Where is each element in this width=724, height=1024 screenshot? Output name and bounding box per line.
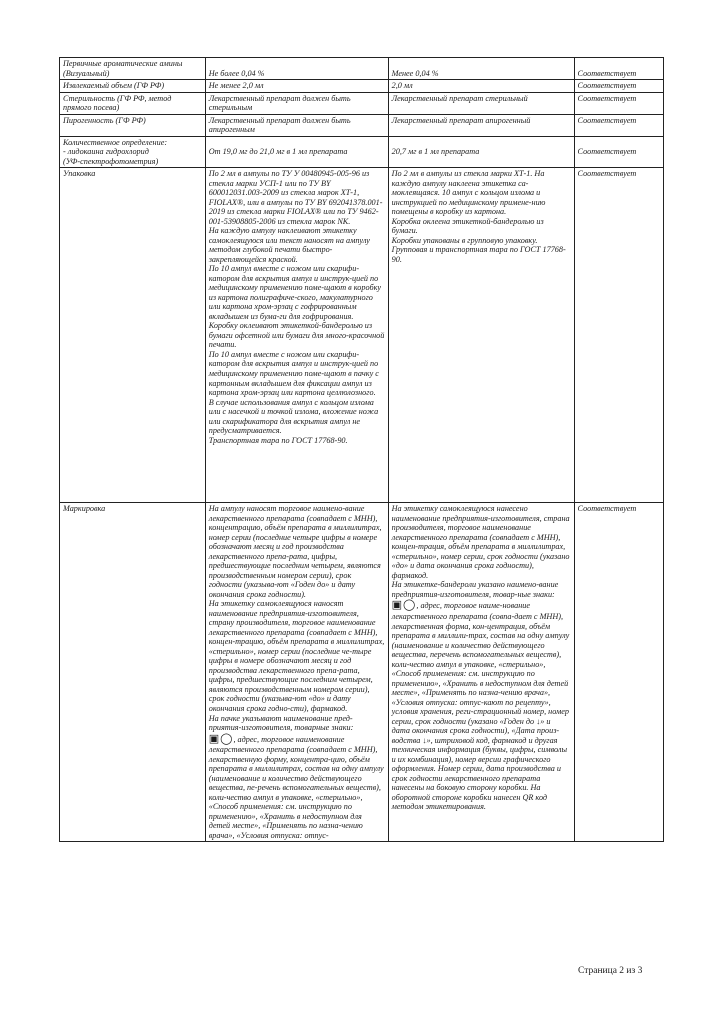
status-cell [574, 114, 663, 136]
parameter-substance: - лидокаина гидрохлорид [63, 147, 149, 157]
norm-cell [205, 503, 388, 842]
status-text: Соответствует [577, 81, 637, 91]
table-row [60, 58, 664, 80]
norm-text: , адрес, торговое наименование лекарственного препарата (совпадает с МНН), лекарственную форму, концентра-цию, объём препарата в миллилитрах, состав на одну ампулу (наименование и количество действующего вещества, пе-речень вспомогательных веществ), коли-чество ампул в упаковке, «стерильно», «Способ применения: см. инструкцию по применению», «Хранить в недоступном для детей месте», «Применять по назна-чению врача», «Условия отпуска: отпус- [208, 734, 384, 840]
norm-paragraph: На ампулу наносят торговое наимено-вание лекарственного препарата (совпадает с МНН), концентрацию, объём препарата в миллилитрах, номер серии (последние четыре цифры в номере обозначают месяц и год производства лекарственного препа-рата, цифры, предшествующие последним четырем, являются производственным номером серии), срок годности (указыва-ют «Годен до» и дату окончания срока годности). [208, 504, 382, 599]
norm-text: Не менее 2,0 мл [208, 81, 264, 91]
result-cell [388, 58, 574, 80]
result-text: 20,7 мг в 1 мл препарата [391, 147, 480, 157]
norm-cell [205, 80, 388, 93]
status-text: Соответствует [577, 169, 637, 179]
status-text: Соответствует [577, 115, 637, 125]
norm-paragraph: По 10 ампул вместе с ножом или скарифи-катором для вскрытия ампул и инструк-цией по медицинскому применению поме-щают в пачку с картонным вкладышем для фиксации ампул из картона хром-эрзац или картона целлюлозного. [208, 349, 379, 398]
parameter-cell [60, 168, 206, 503]
norm-paragraph: На этикетку самоклеящуюся наносят наименование предприятия-изготовителя, страну производителя, торговое наименование лекарственного препарата (совпадает с МНН), концен-трацию, объём препарата в миллилитрах, «стерильно», номер серии (последние че-тыре цифры в номере обозначают месяц и год производства лекарственного препа-рата, цифры, предшествующие последним четырем, являются производственным номером серии), срок годности (указыва-ют «до» и дату окончания срока годно-сти), фармакод. [208, 599, 385, 713]
result-cell [388, 80, 574, 93]
norm-paragraph [209, 733, 385, 841]
parameter-cell [60, 58, 206, 80]
result-text: , адрес, торговое наиме-нование лекарственного препарата (совпа-дает с МНН), лекарственная форма, кон-центрация, объём препарата в миллили-трах, состав на одну ампулу (наименование и количество действующего вещества, перечень вспомогательных веществ), коли-чество ампул в упаковке, «стерильно», «Способ применения: см. инструкцию по применению», «Хранить в недоступном для детей месте», «Применять по назна-чению врача», «Условия отпуска: отпус-кают по рецепту», условия хранения, реги-страционный номер, номер серии, срок годности (указано «Годен до ↓» и дата окончания срока годности), «Дата произ-водства ↓», штриховой код, фармакод и другая техническая информация (буквы, цифры, символы и их комбинация), номер версии графического оформления. Номер серии, дата производства и срок годности лекарственного препарата нанесены на боковую сторону коробки. На оборотной стороне коробки нанесен QR код методом этикетирования. [391, 601, 570, 812]
table-row [60, 92, 664, 114]
norm-text: Лекарственный препарат должен быть стерильным [208, 93, 351, 113]
parameter-name: Маркировка [63, 504, 106, 514]
norm-text: От 19,0 мг до 21,0 мг в 1 мл препарата [208, 147, 348, 157]
result-text: Менее 0,04 % [391, 68, 439, 78]
trademark-logos-icon: ▣◯ [391, 599, 417, 612]
parameter-name: Пирогенность (ГФ РФ) [63, 115, 146, 125]
status-cell [574, 503, 663, 842]
result-paragraph [392, 599, 571, 812]
result-text: Лекарственный препарат стерильный [391, 93, 528, 103]
norm-cell [205, 114, 388, 136]
table-row [60, 114, 664, 136]
parameter-cell [60, 92, 206, 114]
status-cell [574, 168, 663, 503]
result-paragraph: На этикетке-бандероли указано наимено-вание предприятия-изготовителя, товар-ные знаки: [391, 580, 559, 599]
result-paragraph: Коробки упакованы в групповую упаковку. Групповая и транспортная тара по ГОСТ 17768-90. [391, 235, 566, 264]
specification-table [59, 57, 664, 842]
result-cell [388, 168, 574, 503]
parameter-cell [60, 80, 206, 93]
status-text: Соответствует [577, 68, 637, 78]
result-paragraph: На этикетку самоклеящуюся нанесено наименование предприятия-изготовителя, страна производителя, торговое наименование лекарственного препарата (совпадает с МНН), концен-трация, объём препарата в миллилитрах, «стерильно», номер серии, срок годности (указано «до» и дата окончания срока годности), фармакод. [391, 504, 570, 580]
status-text: Соответствует [577, 93, 637, 103]
table-row [60, 503, 664, 842]
norm-cell [205, 92, 388, 114]
result-cell [388, 92, 574, 114]
norm-paragraph: На пачке указывают наименование пред-приятия-изготовителя, товарные знаки: [208, 713, 354, 733]
parameter-cell [60, 503, 206, 842]
result-cell [388, 136, 574, 168]
parameter-name: Первичные ароматические амины (Визуальный) [63, 59, 183, 78]
parameter-method: (УФ-спектрофотометрия) [63, 156, 159, 166]
status-text: Соответствует [577, 147, 637, 157]
status-cell [574, 80, 663, 93]
parameter-name: Стерильность (ГФ РФ, метод прямого посева) [63, 93, 172, 113]
trademark-logos-icon: ▣◯ [208, 732, 234, 745]
parameter-name: Количественное определение: [63, 137, 168, 147]
status-text: Соответствует [577, 504, 637, 514]
norm-text: Не более 0,04 % [208, 68, 265, 78]
status-cell [574, 58, 663, 80]
parameter-name: Упаковка [63, 169, 96, 179]
norm-paragraph: По 2 мл в ампулы по ТУ У 00480945-005-96 из стекла марки УСП-1 или по ТУ BY 600012031.003-2009 из стекла марок ХТ-1, FIOLAX®, или в ампулы по ТУ BY 692041378.001-2019 из стекла марки FIOLAX® или по ТУ 9462-001-53908805-2006 из стекла марок NK. [208, 169, 383, 226]
norm-paragraph: На каждую ампулу наклеивают этикетку самоклеящуюся или текст наносят на ампулу методом глубокой печати быстро-закрепляющейся краской. [208, 226, 370, 264]
norm-paragraph: По 10 ампул вместе с ножом или скарифи-катором для вскрытия ампул и инструк-цией по медицинскому применению поме-щают в коробку из картона полиграфиче-ского, макулатурного или картона хром-эрзац с гофрированным вкладышем из бума-ги для гофрирования. [208, 264, 382, 321]
norm-cell [205, 136, 388, 168]
result-text: Лекарственный препарат апирогенный [391, 115, 531, 125]
result-text: 2,0 мл [391, 81, 413, 91]
norm-cell [205, 58, 388, 80]
parameter-cell [60, 114, 206, 136]
norm-text: Лекарственный препарат должен быть апирогенным [208, 115, 351, 135]
norm-cell [205, 168, 388, 503]
norm-paragraph: Транспортная тара по ГОСТ 17768-90. [208, 435, 348, 445]
table-row [60, 168, 664, 503]
status-cell [574, 136, 663, 168]
page-number: Страница 2 из 3 [578, 966, 643, 976]
result-cell [388, 114, 574, 136]
table-row [60, 136, 664, 168]
result-paragraph: По 2 мл в ампулы из стекла марки ХТ-1. На каждую ампулу наклеена этикетка са-моклеящаяся. 10 ампул с кольцом излома и инструкцией по медицинскому примене-нию помещены в коробку из картона. [391, 169, 546, 217]
norm-paragraph: Коробку оклеивают этикеткой-бандеролью из бумаги офсетной или бумаги для много-красочной печати. [208, 321, 385, 350]
norm-paragraph: В случае использования ампул с кольцом излома или с насечкой и точкой излома, вложение ножа или скарификатора для вскрытия ампул не предусматривается. [208, 397, 379, 436]
status-cell [574, 92, 663, 114]
parameter-cell [60, 136, 206, 168]
table-row [60, 80, 664, 93]
result-paragraph: Коробка оклеена этикеткой-бандеролью из бумаги. [391, 216, 544, 236]
result-cell [388, 503, 574, 842]
parameter-name: Извлекаемый объем (ГФ РФ) [63, 81, 165, 91]
